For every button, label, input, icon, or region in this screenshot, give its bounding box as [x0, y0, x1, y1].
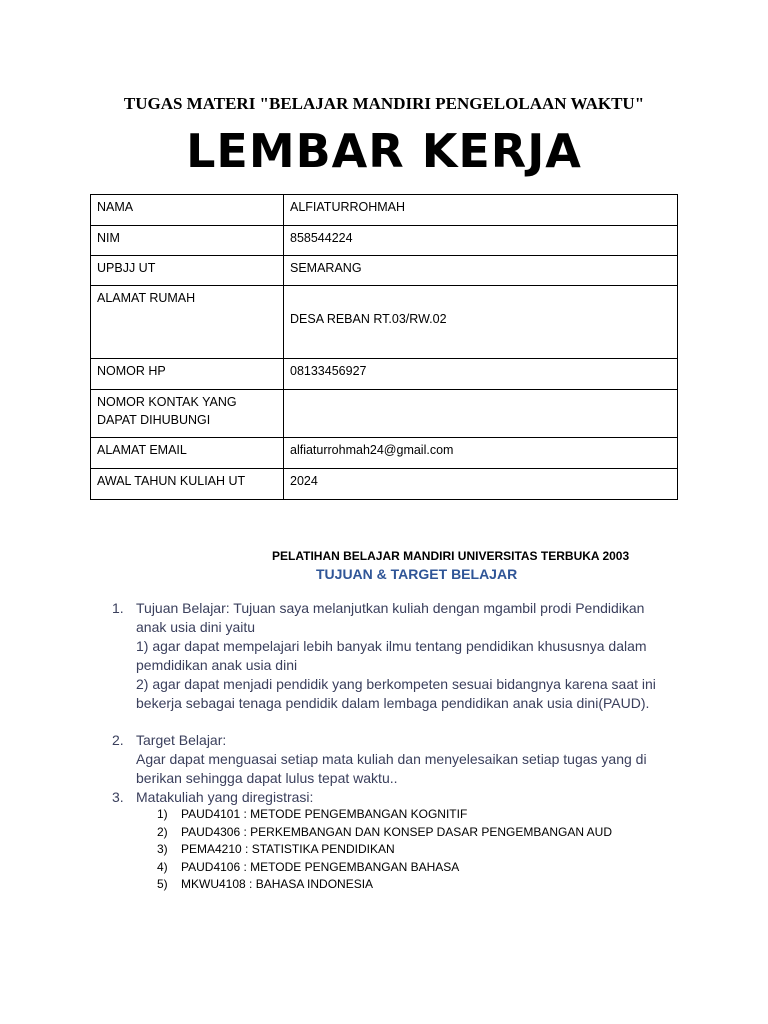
field-label-alamat-rumah: ALAMAT RUMAH	[91, 286, 284, 359]
table-row	[91, 390, 678, 438]
list-item-text: 1) agar dapat mempelajari lebih banyak ilmu tentang pendidikan khususnya dalam pemdidikan anak usia dini	[136, 638, 647, 673]
list-item-tujuan	[112, 599, 672, 713]
course-number: 5)	[157, 877, 168, 891]
list-item-text: Target Belajar:	[136, 732, 227, 748]
field-label-alamat-email: ALAMAT EMAIL	[91, 438, 284, 469]
document-subtitle: TUGAS MATERI "BELAJAR MANDIRI PENGELOLAAN WAKTU"	[123, 94, 645, 113]
table-row	[91, 226, 678, 256]
course-text: PAUD4106 : METODE PENGEMBANGAN BAHASA	[181, 859, 460, 874]
table-row	[91, 359, 678, 390]
course-item	[157, 806, 612, 824]
field-value-upbjj: SEMARANG	[284, 256, 678, 286]
section-heading: PELATIHAN BELAJAR MANDIRI UNIVERSITAS TERBUKA 2003	[272, 549, 630, 563]
course-list	[157, 806, 612, 894]
document-title: LEMBAR KERJA	[186, 124, 582, 178]
field-value-nim: 858544224	[284, 226, 678, 256]
course-text: PEMA4210 : STATISTIKA PENDIDIKAN	[181, 842, 395, 856]
table-row	[91, 256, 678, 286]
field-label-nim: NIM	[91, 226, 284, 256]
table-row	[91, 469, 678, 500]
list-number: 3.	[112, 789, 124, 805]
field-value-alamat-email: alfiaturrohmah24@gmail.com	[284, 438, 678, 469]
list-item-text: Agar dapat menguasai setiap mata kuliah dan menyelesaikan setiap tugas yang di berikan sehingga dapat lulus tepat waktu..	[136, 751, 647, 786]
course-number: 4)	[157, 859, 168, 874]
table-row	[91, 195, 678, 226]
course-item	[157, 824, 612, 842]
field-cell-alamat-rumah	[284, 286, 678, 359]
field-label-upbjj: UPBJJ UT	[91, 256, 284, 286]
course-item	[157, 841, 612, 859]
course-item	[157, 876, 612, 894]
table-row	[91, 286, 678, 359]
list-item-target	[112, 731, 672, 788]
list-number: 2.	[112, 732, 124, 748]
list-item-text: Matakuliah yang diregistrasi:	[136, 789, 314, 805]
field-label-nomor-kontak: NOMOR KONTAK YANG DAPAT DIHUBUNGI	[91, 390, 284, 438]
course-text: MKWU4108 : BAHASA INDONESIA	[181, 877, 374, 891]
field-value-nomor-hp: 08133456927	[284, 359, 678, 390]
course-number: 1)	[157, 807, 168, 821]
course-text: PAUD4101 : METODE PENGEMBANGAN KOGNITIF	[181, 807, 468, 821]
table-row	[91, 438, 678, 469]
field-label-nama: NAMA	[91, 195, 284, 226]
list-item-text: Tujuan Belajar: Tujuan saya melanjutkan kuliah dengan mgambil prodi Pendidikan anak usia dini yaitu	[136, 600, 645, 635]
list-item-matakuliah	[112, 788, 672, 807]
list-number: 1.	[112, 600, 124, 616]
course-number: 2)	[157, 824, 168, 839]
student-info-table	[90, 194, 678, 500]
field-value-nomor-kontak	[284, 390, 678, 438]
field-value-nama: ALFIATURROHMAH	[284, 195, 678, 226]
field-value-alamat-rumah: DESA REBAN RT.03/RW.02	[290, 312, 447, 326]
course-number: 3)	[157, 842, 168, 856]
field-value-awal-tahun: 2024	[284, 469, 678, 500]
field-label-awal-tahun: AWAL TAHUN KULIAH UT	[91, 469, 284, 500]
course-text: PAUD4306 : PERKEMBANGAN DAN KONSEP DASAR PENGEMBANGAN AUD	[181, 824, 613, 839]
course-item	[157, 859, 612, 877]
field-label-nomor-hp: NOMOR HP	[91, 359, 284, 390]
section-subheading: TUJUAN & TARGET BELAJAR	[316, 566, 518, 582]
list-item-text: 2) agar dapat menjadi pendidik yang berkompeten sesuai bidangnya karena saat ini bekerja sebagai tenaga pendidik dalam lembaga pendidikan anak usia dini(PAUD).	[136, 676, 656, 711]
